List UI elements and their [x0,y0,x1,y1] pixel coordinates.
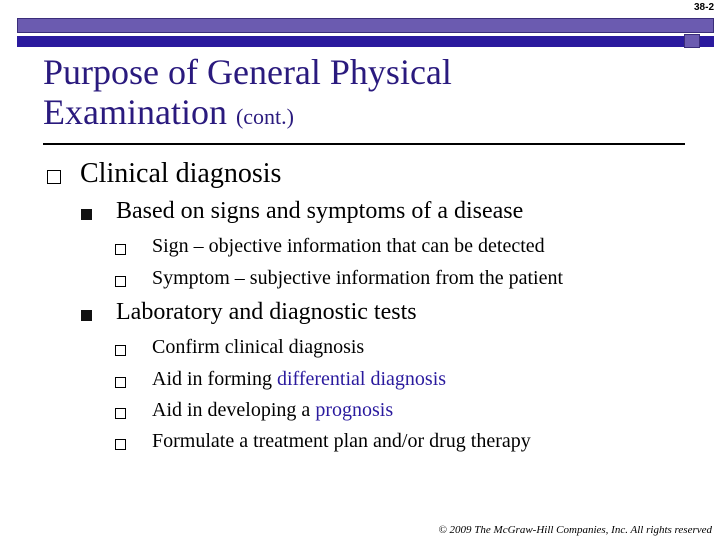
hollow-square-bullet-icon [115,276,126,287]
title-cont: (cont.) [235,104,294,129]
slide-number: 38-2 [693,2,714,13]
title-line-2-main: Examination [43,92,227,132]
hollow-square-bullet-icon [115,377,126,388]
title-line-2 [43,92,683,137]
hollow-square-bullet-icon [115,439,126,450]
hollow-square-bullet-icon [47,170,61,184]
bullet-text: Sign – objective information that can be detected [152,235,545,257]
bullet-text: Clinical diagnosis [80,158,282,189]
bullet-text [152,399,393,422]
aid-forming-prefix: Aid in forming [152,368,272,390]
bullet-text: Confirm clinical diagnosis [152,336,365,358]
title-divider [43,143,685,145]
slide-title [43,52,683,137]
prognosis-term: prognosis [315,399,394,421]
bullet-text [152,368,446,391]
bullet-text: Laboratory and diagnostic tests [116,299,417,325]
hollow-square-bullet-icon [115,244,126,255]
title-line-1: Purpose of General Physical [43,52,452,92]
bullet-text: Formulate a treatment plan and/or drug therapy [152,430,531,452]
bullet-text: Symptom – subjective information from the patient [152,267,564,289]
solid-square-bullet-icon [81,310,92,321]
differential-diagnosis-term: differential diagnosis [277,368,447,390]
solid-square-bullet-icon [81,209,92,220]
hollow-square-bullet-icon [115,408,126,419]
header-banner-square [684,34,700,48]
hollow-square-bullet-icon [115,345,126,356]
aid-developing-prefix: Aid in developing a [152,399,311,421]
bullet-text: Based on signs and symptoms of a disease [116,198,524,224]
copyright-footer: © 2009 The McGraw-Hill Companies, Inc. All rights reserved [438,524,712,536]
header-banner-top [17,18,714,33]
header-banner-bottom [17,36,714,47]
